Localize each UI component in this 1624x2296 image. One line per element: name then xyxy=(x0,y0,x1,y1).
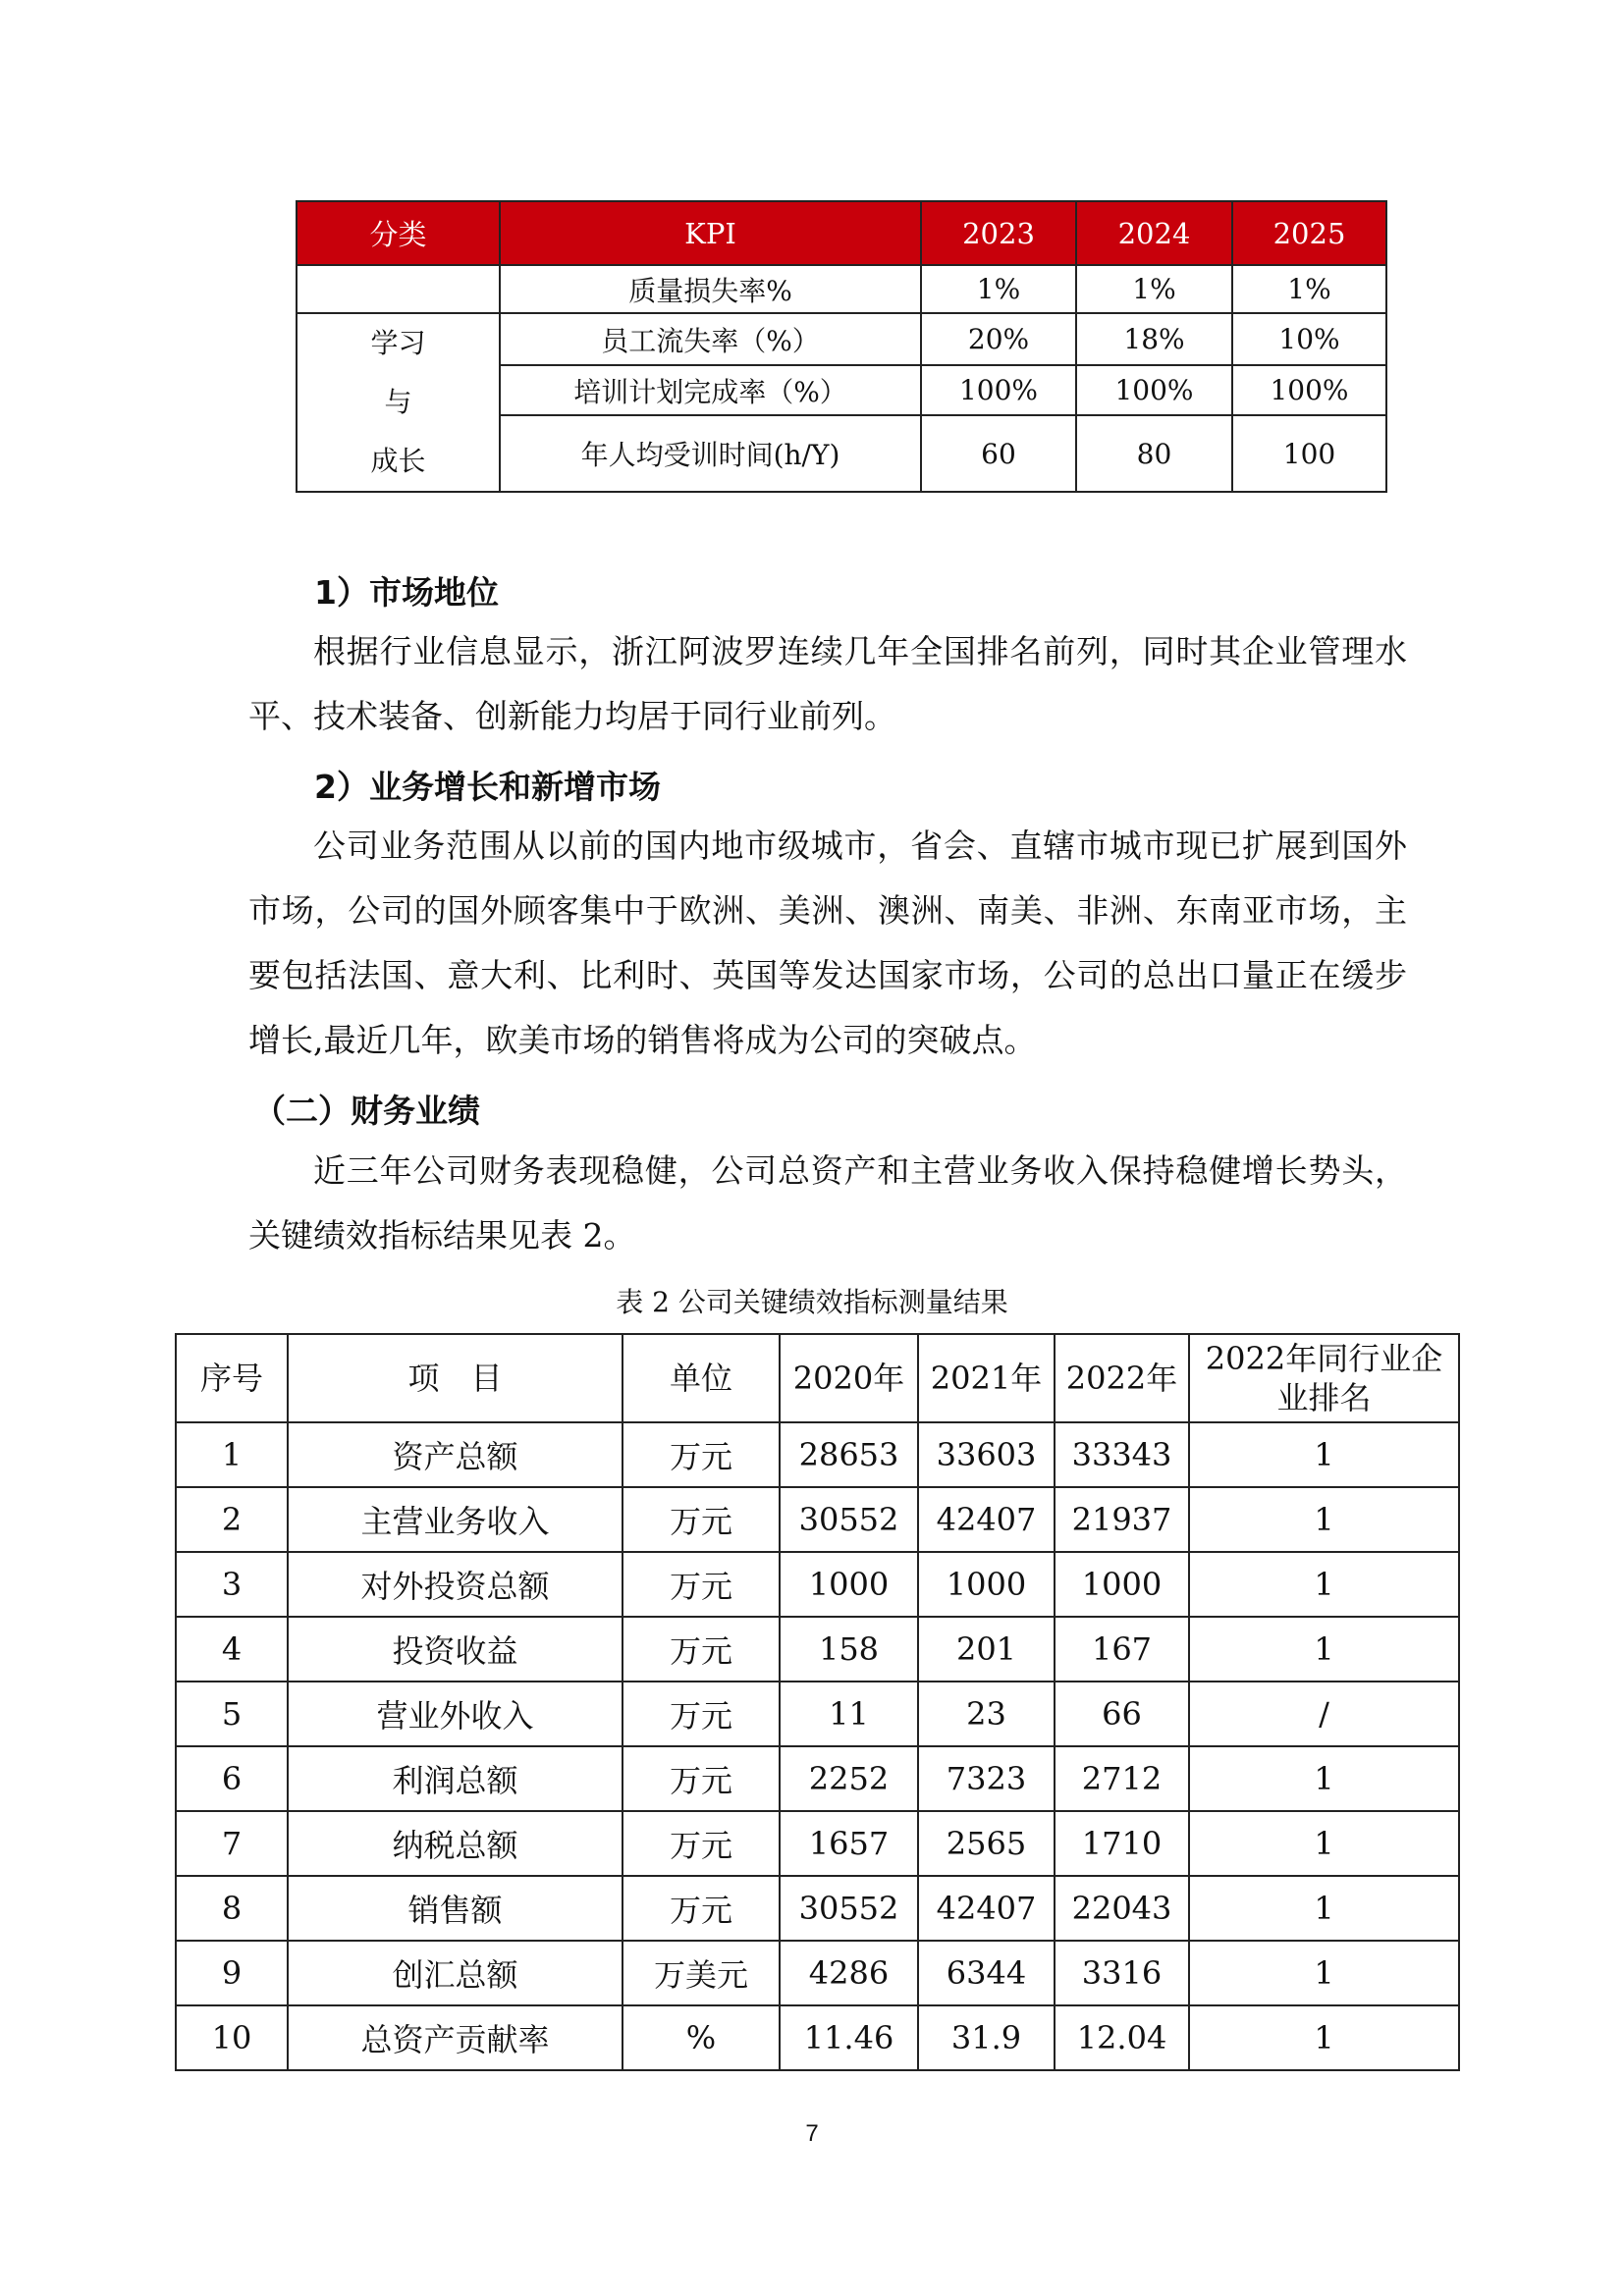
cell-2020: 158 xyxy=(780,1617,918,1682)
section-text-financial: 近三年公司财务表现稳健，公司总资产和主营业务收入保持稳健增长势头，关键绩效指标结果见表 2。 xyxy=(248,1151,1407,1255)
header-no: 序号 xyxy=(176,1334,288,1422)
kpi-value: 100% xyxy=(921,365,1076,415)
cell-2022: 12.04 xyxy=(1055,2005,1189,2070)
table-row xyxy=(176,1487,1459,1552)
cell-rank: 1 xyxy=(1189,1746,1459,1811)
cell-item: 利润总额 xyxy=(288,1746,623,1811)
cell-unit: 万元 xyxy=(623,1746,780,1811)
cell-unit: 万元 xyxy=(623,1682,780,1746)
kpi-header-2024: 2024 xyxy=(1076,201,1232,265)
cell-no: 5 xyxy=(176,1682,288,1746)
kpi-value: 1% xyxy=(921,265,1076,313)
table-row xyxy=(176,1422,1459,1487)
kpi-value: 60 xyxy=(921,415,1076,492)
cell-no: 2 xyxy=(176,1487,288,1552)
cell-item: 资产总额 xyxy=(288,1422,623,1487)
cell-unit: 万元 xyxy=(623,1617,780,1682)
table-row xyxy=(176,1682,1459,1746)
performance-table xyxy=(175,1333,1460,2071)
cell-rank: 1 xyxy=(1189,1617,1459,1682)
kpi-value: 80 xyxy=(1076,415,1232,492)
cell-rank: 1 xyxy=(1189,1487,1459,1552)
cell-2020: 28653 xyxy=(780,1422,918,1487)
cell-2020: 4286 xyxy=(780,1941,918,2005)
cell-item: 投资收益 xyxy=(288,1617,623,1682)
cell-2021: 23 xyxy=(918,1682,1055,1746)
cell-2021: 42407 xyxy=(918,1876,1055,1941)
cell-2021: 42407 xyxy=(918,1487,1055,1552)
cell-no: 1 xyxy=(176,1422,288,1487)
table-row xyxy=(176,1811,1459,1876)
cell-unit: 万美元 xyxy=(623,1941,780,2005)
header-2021: 2021年 xyxy=(918,1334,1055,1422)
kpi-value: 100 xyxy=(1232,415,1386,492)
section-text-business-growth: 公司业务范围从以前的国内地市级城市，省会、直辖市城市现已扩展到国外市场，公司的国外顾客集中于欧洲、美洲、澳洲、南美、非洲、东南亚市场，主要包括法国、意大利、比利时、英国等发达国家市场，公司的总出口量正在缓步增长,最近几年，欧美市场的销售将成为公司的突破点。 xyxy=(248,827,1407,1059)
cell-rank: 1 xyxy=(1189,1941,1459,2005)
performance-header-row xyxy=(176,1334,1459,1422)
kpi-value: 18% xyxy=(1076,313,1232,365)
cell-item: 主营业务收入 xyxy=(288,1487,623,1552)
cell-2022: 1710 xyxy=(1055,1811,1189,1876)
kpi-category-line: 成长 xyxy=(370,445,426,477)
cell-unit: 万元 xyxy=(623,1487,780,1552)
kpi-value: 100% xyxy=(1232,365,1386,415)
cell-rank: 1 xyxy=(1189,1552,1459,1617)
kpi-header-category: 分类 xyxy=(297,201,500,265)
header-unit: 单位 xyxy=(623,1334,780,1422)
cell-2021: 2565 xyxy=(918,1811,1055,1876)
kpi-header-kpi: KPI xyxy=(500,201,921,265)
table-row xyxy=(176,1617,1459,1682)
cell-2021: 1000 xyxy=(918,1552,1055,1617)
kpi-name: 培训计划完成率（%） xyxy=(500,365,921,415)
kpi-name: 员工流失率（%） xyxy=(500,313,921,365)
table-caption: 表 2 公司关键绩效指标测量结果 xyxy=(616,1286,1008,1318)
kpi-row xyxy=(297,265,1386,313)
table-row xyxy=(176,1746,1459,1811)
cell-no: 3 xyxy=(176,1552,288,1617)
cell-item: 创汇总额 xyxy=(288,1941,623,2005)
kpi-value: 10% xyxy=(1232,313,1386,365)
cell-no: 6 xyxy=(176,1746,288,1811)
cell-item: 总资产贡献率 xyxy=(288,2005,623,2070)
cell-rank: 1 xyxy=(1189,1422,1459,1487)
page-number: 7 xyxy=(805,2120,819,2147)
cell-unit: 万元 xyxy=(623,1422,780,1487)
cell-2020: 30552 xyxy=(780,1487,918,1552)
cell-2020: 30552 xyxy=(780,1876,918,1941)
cell-2022: 1000 xyxy=(1055,1552,1189,1617)
kpi-header-row xyxy=(297,201,1386,265)
kpi-empty-category xyxy=(297,265,500,313)
cell-rank: 1 xyxy=(1189,1811,1459,1876)
kpi-name: 年人均受训时间(h/Y) xyxy=(500,415,921,492)
header-2022: 2022年 xyxy=(1055,1334,1189,1422)
cell-2021: 7323 xyxy=(918,1746,1055,1811)
table-row xyxy=(176,1876,1459,1941)
kpi-name: 质量损失率% xyxy=(500,265,921,313)
cell-2021: 6344 xyxy=(918,1941,1055,2005)
kpi-value: 100% xyxy=(1076,365,1232,415)
cell-no: 7 xyxy=(176,1811,288,1876)
cell-2021: 201 xyxy=(918,1617,1055,1682)
section-heading-market-position: 1）市场地位 xyxy=(314,573,499,612)
cell-no: 8 xyxy=(176,1876,288,1941)
cell-2021: 33603 xyxy=(918,1422,1055,1487)
cell-rank: / xyxy=(1189,1682,1459,1746)
kpi-table xyxy=(296,200,1387,493)
kpi-header-2025: 2025 xyxy=(1232,201,1386,265)
cell-2022: 33343 xyxy=(1055,1422,1189,1487)
kpi-value: 1% xyxy=(1232,265,1386,313)
cell-item: 对外投资总额 xyxy=(288,1552,623,1617)
header-rank: 2022年同行业企业排名 xyxy=(1189,1334,1459,1422)
cell-item: 纳税总额 xyxy=(288,1811,623,1876)
cell-unit: 万元 xyxy=(623,1811,780,1876)
kpi-category-line: 学习 xyxy=(370,327,426,359)
cell-2022: 3316 xyxy=(1055,1941,1189,2005)
cell-rank: 1 xyxy=(1189,1876,1459,1941)
table-row xyxy=(176,1941,1459,2005)
cell-2021: 31.9 xyxy=(918,2005,1055,2070)
kpi-value: 20% xyxy=(921,313,1076,365)
cell-2020: 2252 xyxy=(780,1746,918,1811)
cell-2020: 1657 xyxy=(780,1811,918,1876)
section-text-market-position: 根据行业信息显示，浙江阿波罗连续几年全国排名前列，同时其企业管理水平、技术装备、创新能力均居于同行业前列。 xyxy=(248,632,1407,735)
cell-2022: 22043 xyxy=(1055,1876,1189,1941)
table-row xyxy=(176,1552,1459,1617)
cell-no: 4 xyxy=(176,1617,288,1682)
header-2020: 2020年 xyxy=(780,1334,918,1422)
cell-no: 10 xyxy=(176,2005,288,2070)
section-heading-financial: （二）财务业绩 xyxy=(253,1092,480,1130)
cell-2020: 11 xyxy=(780,1682,918,1746)
cell-unit: % xyxy=(623,2005,780,2070)
kpi-header-2023: 2023 xyxy=(921,201,1076,265)
cell-rank: 1 xyxy=(1189,2005,1459,2070)
kpi-row xyxy=(297,313,1386,365)
cell-item: 营业外收入 xyxy=(288,1682,623,1746)
cell-2020: 11.46 xyxy=(780,2005,918,2070)
cell-item: 销售额 xyxy=(288,1876,623,1941)
header-item: 项 目 xyxy=(288,1334,623,1422)
cell-2020: 1000 xyxy=(780,1552,918,1617)
kpi-category-line: 与 xyxy=(384,386,412,418)
cell-2022: 167 xyxy=(1055,1617,1189,1682)
table-row xyxy=(176,2005,1459,2070)
cell-no: 9 xyxy=(176,1941,288,2005)
cell-2022: 2712 xyxy=(1055,1746,1189,1811)
cell-2022: 21937 xyxy=(1055,1487,1189,1552)
kpi-value: 1% xyxy=(1076,265,1232,313)
kpi-category-cell xyxy=(297,313,500,492)
cell-unit: 万元 xyxy=(623,1552,780,1617)
cell-2022: 66 xyxy=(1055,1682,1189,1746)
cell-unit: 万元 xyxy=(623,1876,780,1941)
section-heading-business-growth: 2）业务增长和新增市场 xyxy=(314,768,661,806)
